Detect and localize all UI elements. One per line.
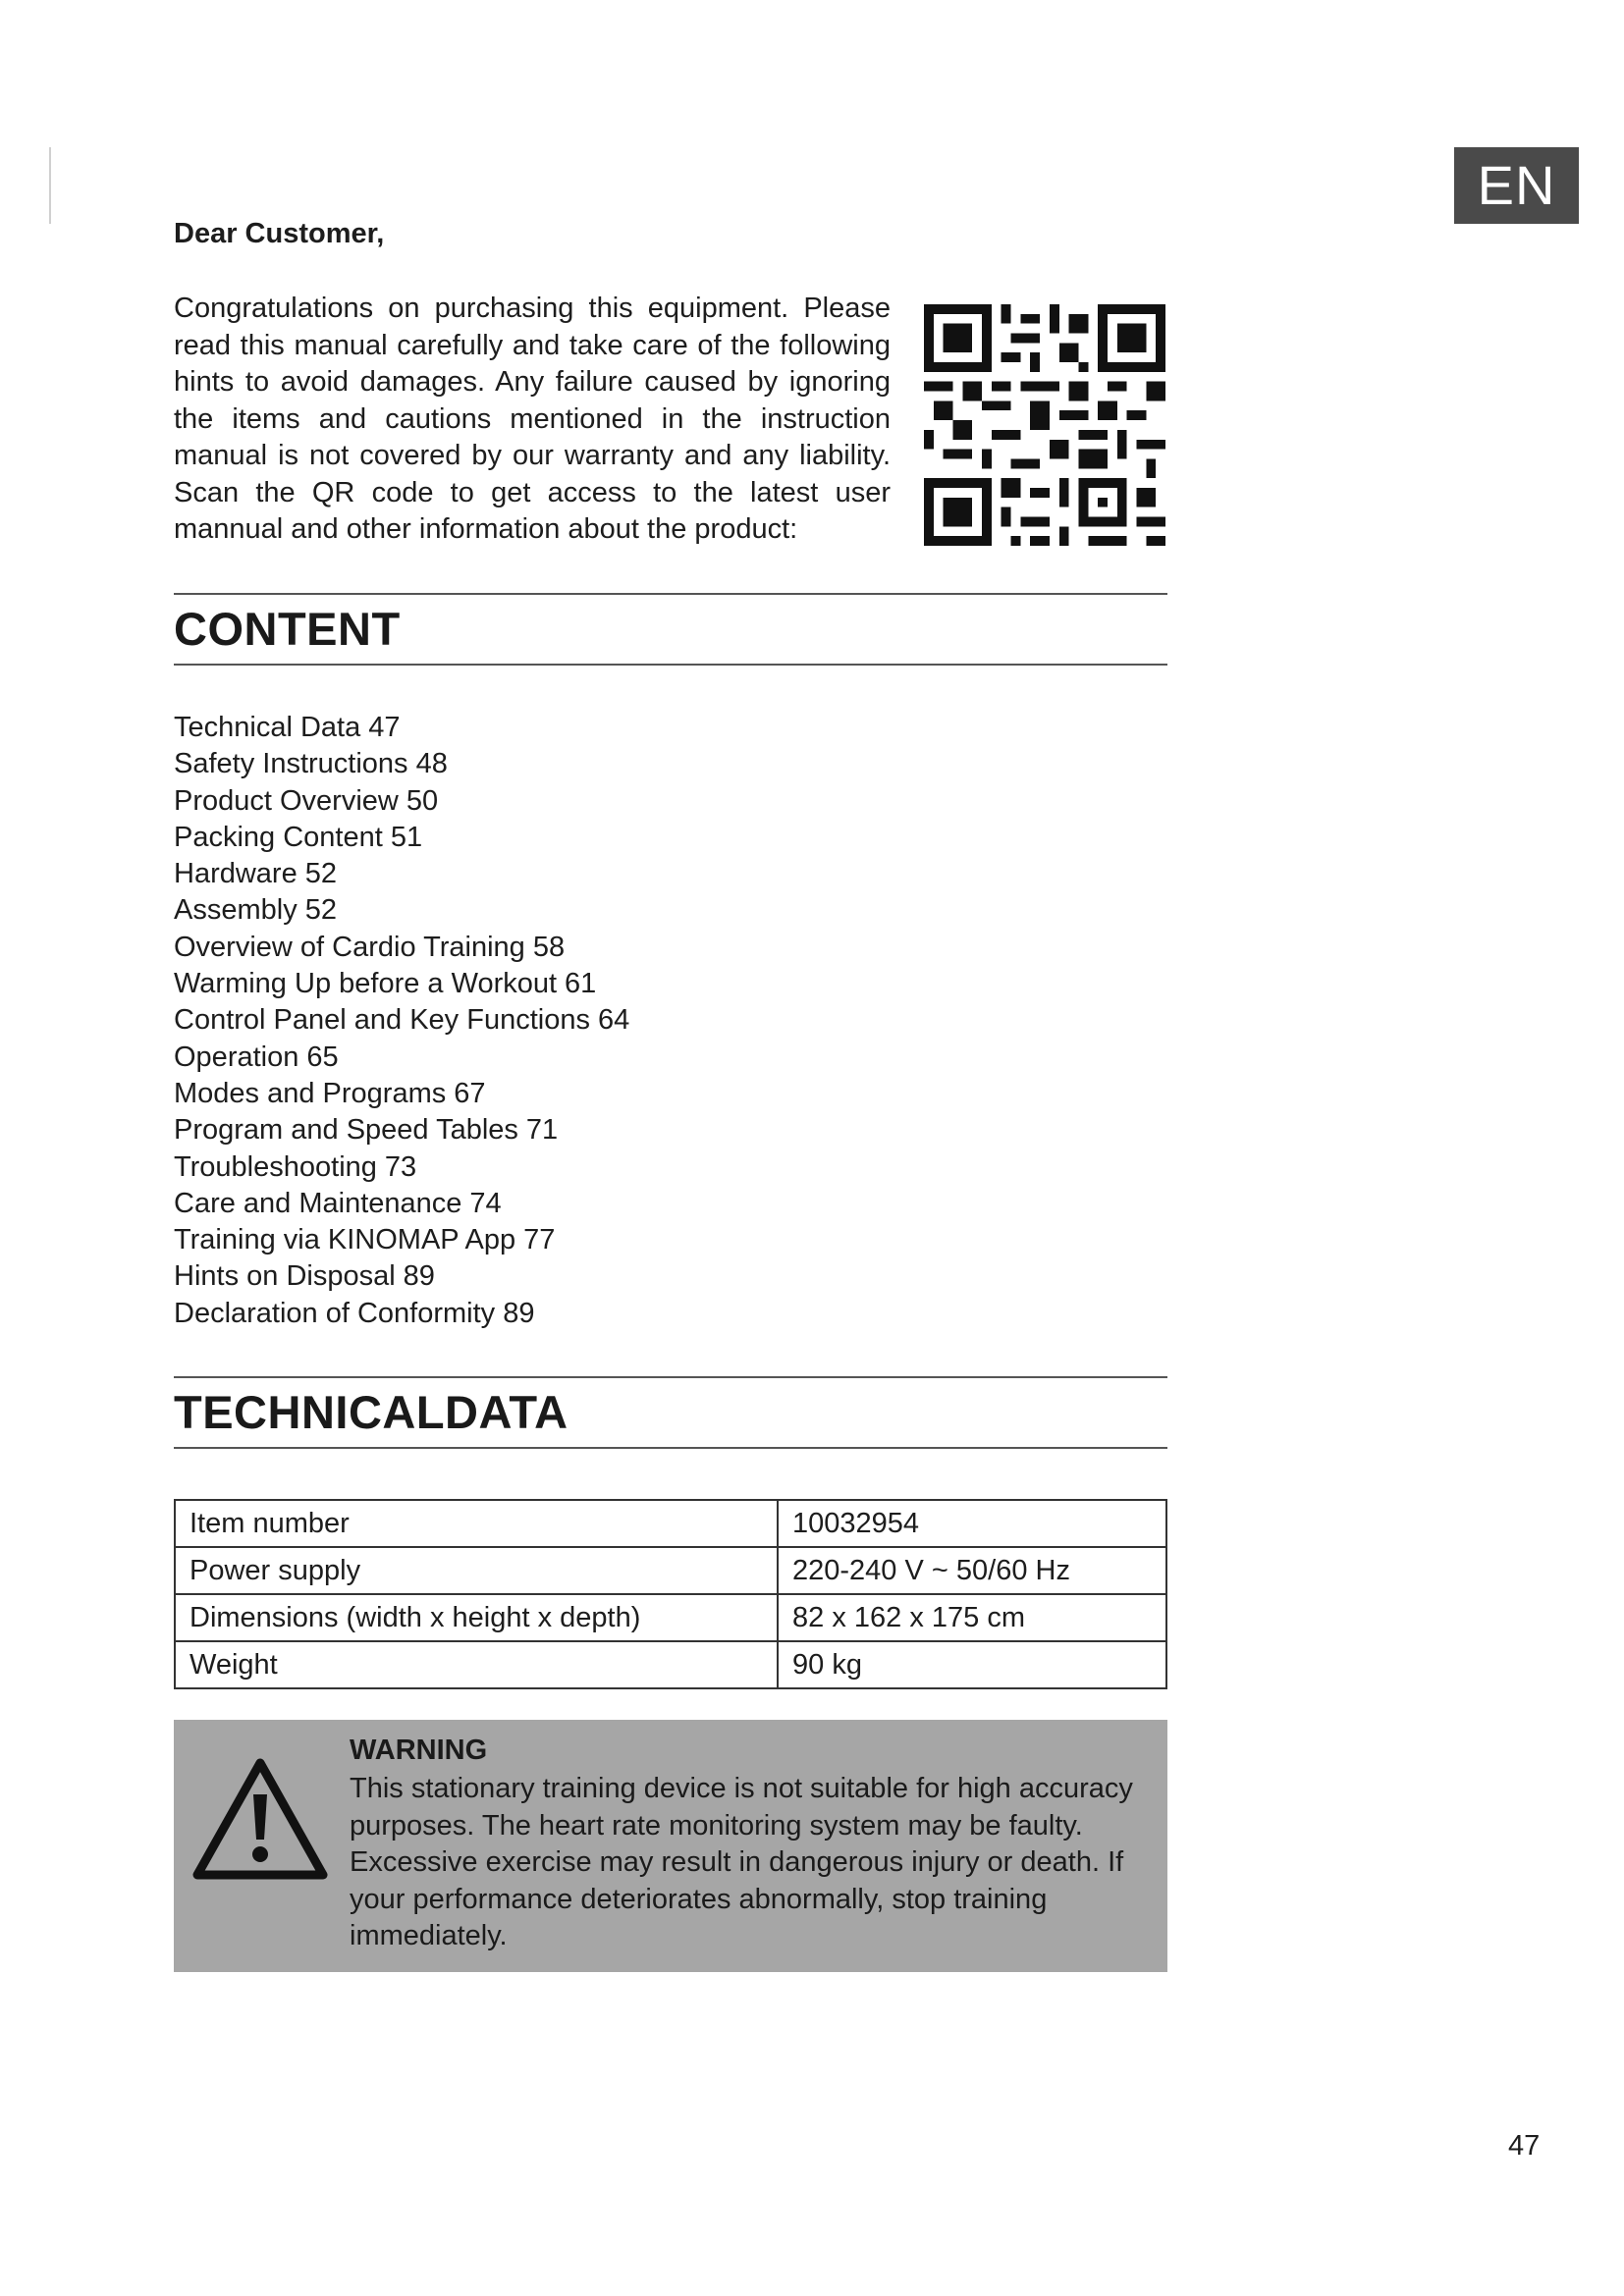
techdata-heading: TECHNICALDATA <box>174 1386 568 1438</box>
table-cell-label: Power supply <box>175 1547 778 1594</box>
toc-item-page: 74 <box>469 1187 502 1219</box>
toc-item <box>174 892 629 929</box>
toc-item-page: 58 <box>532 931 566 963</box>
toc-item-page: 50 <box>406 784 439 817</box>
warning-triangle-icon <box>191 1757 329 1883</box>
toc-item-page: 89 <box>403 1260 435 1293</box>
toc-item-title: Declaration of Conformity <box>174 1297 496 1329</box>
toc-item-title: Assembly <box>174 894 298 927</box>
toc-item-page: 64 <box>597 1004 630 1037</box>
toc-item <box>174 710 629 746</box>
technical-data-table <box>174 1499 1167 1689</box>
toc-item-title: Warming Up before a Workout <box>174 968 558 1000</box>
table-cell-label: Weight <box>175 1641 778 1688</box>
table-cell-value: 10032954 <box>778 1500 1166 1547</box>
toc-item <box>174 1186 629 1222</box>
toc-item-title: Control Panel and Key Functions <box>174 1004 590 1037</box>
toc-item-page: 73 <box>384 1150 417 1183</box>
warning-box <box>174 1720 1167 1972</box>
table-cell-value: 90 kg <box>778 1641 1166 1688</box>
table-row <box>175 1500 1166 1547</box>
table-cell-value: 82 x 162 x 175 cm <box>778 1594 1166 1641</box>
toc-item-page: 48 <box>415 748 448 780</box>
table-cell-label: Item number <box>175 1500 778 1547</box>
toc-item-page: 47 <box>368 712 401 743</box>
toc-item-title: Training via KINOMAP App <box>174 1224 516 1256</box>
toc-item <box>174 820 629 856</box>
margin-line <box>49 147 51 224</box>
warning-text: This stationary training device is not suitable for high accuracy purposes. The heart rate monitoring system may be faulty. Excessive exercise may result in dangerous injury or death. If your performance deteriorates abnormally, stop training immediately. <box>350 1773 1133 1951</box>
toc-item-page: 52 <box>304 858 337 890</box>
table-row <box>175 1594 1166 1641</box>
toc-item-title: Care and Maintenance <box>174 1187 462 1219</box>
toc-item-page: 61 <box>565 968 597 1000</box>
table-row <box>175 1547 1166 1594</box>
qr-code-icon <box>924 304 1165 546</box>
toc-item <box>174 930 629 966</box>
table-cell-value: 220-240 V ~ 50/60 Hz <box>778 1547 1166 1594</box>
toc-item <box>174 746 629 782</box>
toc-item-title: Technical Data <box>174 712 361 743</box>
toc-item-title: Program and Speed Tables <box>174 1114 518 1147</box>
toc-item <box>174 1258 629 1295</box>
toc-item-page: 65 <box>306 1041 339 1073</box>
toc-item-page: 51 <box>390 821 423 853</box>
content-rule-top <box>174 593 1167 595</box>
toc-item <box>174 1149 629 1186</box>
toc-item <box>174 966 629 1002</box>
warning-title: WARNING <box>350 1735 488 1766</box>
toc-item-title: Product Overview <box>174 784 399 817</box>
techdata-rule-bottom <box>174 1447 1167 1449</box>
toc-item <box>174 1040 629 1076</box>
toc-item-page: 71 <box>525 1114 559 1147</box>
language-badge: EN <box>1454 147 1579 224</box>
table-row <box>175 1641 1166 1688</box>
toc-item-title: Overview of Cardio Training <box>174 931 525 963</box>
toc-item-title: Safety Instructions <box>174 748 408 780</box>
table-cell-label: Dimensions (width x height x depth) <box>175 1594 778 1641</box>
toc-item <box>174 1222 629 1258</box>
toc-item <box>174 1002 629 1039</box>
toc-item-title: Packing Content <box>174 821 383 853</box>
greeting: Dear Customer, <box>174 218 385 249</box>
toc-item <box>174 1112 629 1148</box>
toc-item <box>174 1076 629 1112</box>
toc-item-title: Hints on Disposal <box>174 1260 396 1293</box>
toc-item-title: Operation <box>174 1041 299 1073</box>
toc-item-page: 77 <box>523 1224 556 1256</box>
table-of-contents <box>174 710 629 1332</box>
toc-item <box>174 856 629 892</box>
content-heading: CONTENT <box>174 603 401 655</box>
toc-item-page: 52 <box>304 894 337 927</box>
toc-item-page: 67 <box>454 1077 486 1109</box>
toc-item <box>174 1296 629 1332</box>
toc-item-title: Modes and Programs <box>174 1077 447 1109</box>
intro-paragraph: Congratulations on purchasing this equipment. Please read this manual carefully and take care of the following hints to avoid damages. Any failure caused by ignoring the items and cautions mentioned in the instruction manual is not covered by our warranty and any liability. Scan the QR code to get access to the latest user mannual and other information about the product: <box>174 293 891 545</box>
toc-item-title: Hardware <box>174 858 298 890</box>
toc-item-page: 89 <box>503 1297 535 1329</box>
techdata-rule-top <box>174 1376 1167 1378</box>
toc-item-title: Troubleshooting <box>174 1150 377 1183</box>
toc-item <box>174 783 629 820</box>
page-number: 47 <box>1508 2130 1541 2162</box>
content-rule-bottom <box>174 664 1167 666</box>
